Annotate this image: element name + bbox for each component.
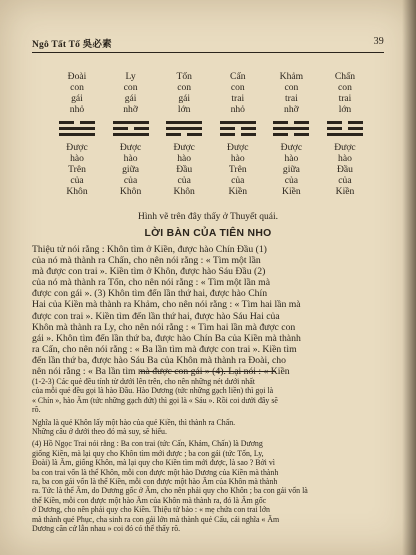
footnote-line: ra. Tức là thể Âm, do Dương gốc ở Âm, cho nên phải quy cho Khôn ; ba con gái vốn là xyxy=(32,486,308,496)
yang-line xyxy=(166,127,202,130)
trigram-symbol xyxy=(166,121,202,136)
trigram-symbol xyxy=(273,121,309,136)
trigram-label: hào xyxy=(284,153,299,164)
trigram-label: gái xyxy=(71,93,83,104)
yin-line xyxy=(327,127,363,130)
trigram-label: con xyxy=(284,82,299,93)
body-line: được con gái ». (3) Khôn tìm đến lần thứ hai, được hào Chín xyxy=(32,288,268,300)
trigram-column xyxy=(52,71,102,197)
body-line: được con trai ». Kiền tìm đến lần thứ hai, được hào Sáu Hai của xyxy=(32,310,280,322)
trigram-label: Kiền xyxy=(228,186,248,197)
trigram-label: Khôn xyxy=(66,186,88,197)
footnote-line: (1-2-3) Các quẻ đều tính từ dưới lên trên, cho nên những nét dưới nhất xyxy=(32,377,255,386)
trigram-label: con xyxy=(177,82,192,93)
body-line: gái ». Khôn tìm đến lần thứ ba, được hào Chín Ba của Kiền mà thành xyxy=(32,332,301,344)
trigram-label: Cấn xyxy=(230,71,246,82)
trigram-label: Khôn xyxy=(173,186,195,197)
trigram-label: con xyxy=(123,82,138,93)
page-edge-shadow xyxy=(402,0,416,555)
body-line: đến lần thứ ba, được hào Sáu Ba của Khôn mà thành ra Đoài, cho xyxy=(32,354,286,366)
body-line: của nó mà thành ra Chấn, cho nên nói rằng : « Tìm một lần xyxy=(32,255,261,267)
trigram-label: của xyxy=(338,175,352,186)
footnote-line: ba con trai vốn là thể Khôn, mỗi con được một hào Dương của Kiền mà thành xyxy=(32,467,279,477)
body-line: Khôn mà thành ra Ly, cho nên nói rằng : « Tìm hai lần mà được con xyxy=(32,321,296,333)
trigram-label: Trên xyxy=(228,164,247,175)
trigram-label: con xyxy=(230,82,245,93)
trigram-label: Được xyxy=(66,142,88,153)
trigram-column xyxy=(320,71,370,197)
yin-line xyxy=(273,133,309,136)
trigram-label: trai xyxy=(284,93,298,104)
body-line: Hai của Kiền mà thành ra Khảm, cho nên nói rằng : « Tìm hai lần mà xyxy=(32,299,301,311)
section-title: LỜI BÀN CỦA TIÊN NHO xyxy=(144,228,272,239)
trigram-label: của xyxy=(177,175,191,186)
trigram-symbol xyxy=(59,121,95,136)
footnote-line: của mỗi quẻ đều gọi là hào Đầu. Hào Dương (tức những gạch liền) thì gọi là xyxy=(32,386,274,396)
trigram-label: Ly xyxy=(125,71,136,82)
footnote-separator xyxy=(140,371,276,372)
trigram-label: gái xyxy=(178,93,191,104)
body-line: của nó mà thành ra Tốn, cho nên nói rằng : « Tìm một lần mà xyxy=(32,277,271,289)
yin-line xyxy=(220,133,256,136)
trigram-label: con xyxy=(70,82,84,93)
figure-caption: Hình vẽ trên đây thấy ở Thuyết quái. xyxy=(138,212,278,222)
trigram-label: nhỏ xyxy=(69,104,85,115)
trigram-label: hào xyxy=(123,153,138,164)
trigram-column xyxy=(106,71,156,197)
trigram-label: của xyxy=(284,175,299,186)
body-line: mà được con trai ». Kiền tìm ở Khôn, được hào Sáu Đầu (2) xyxy=(32,266,266,278)
trigram-label: con xyxy=(338,82,352,93)
yin-line xyxy=(113,127,149,130)
trigram-label: Được xyxy=(119,142,142,153)
trigram-label: hào xyxy=(70,153,84,164)
footnote-line: ra, ba con gái vốn là thể Kiền, mỗi con được một hào Âm của Khôn mà thành xyxy=(32,477,278,487)
trigram-label: nhỡ xyxy=(123,104,138,115)
body-text xyxy=(32,244,384,377)
body-line: Thiệu tử nói rằng : Khôn tìm ở Kiền, được hào Chín Đầu (1) xyxy=(32,244,267,255)
trigram-symbol xyxy=(220,121,256,136)
trigram-label: trai xyxy=(338,93,352,104)
trigram-column xyxy=(213,71,263,197)
page-number: 39 xyxy=(373,36,384,47)
trigram-symbol xyxy=(113,121,149,136)
trigram-symbol xyxy=(327,121,363,136)
trigram-column xyxy=(159,71,209,197)
trigram-label: hào xyxy=(338,153,352,164)
footnotes xyxy=(32,377,384,534)
yin-line xyxy=(59,121,95,124)
yin-line xyxy=(166,133,202,136)
yang-line xyxy=(59,133,95,136)
trigram-label: hào xyxy=(230,153,245,164)
running-header xyxy=(32,36,384,50)
footnote-line: ở Dương, cho nên phải quy cho Kiền. Thiệu tử bảo : « mẹ chứa con trai lớn xyxy=(32,505,270,515)
trigram-label: Trên xyxy=(68,164,86,175)
trigram-label: Được xyxy=(280,142,303,153)
trigram-label: của xyxy=(231,175,245,186)
trigram-column xyxy=(266,71,316,197)
trigram-label: giữa xyxy=(122,164,140,175)
trigram-label: nhỏ xyxy=(230,104,245,115)
trigram-label: Khôn xyxy=(119,186,142,197)
yang-line xyxy=(273,127,309,130)
yang-line xyxy=(166,121,202,124)
footnote-line: Đoài) là Âm, giống Khôn, mà lại quy cho Kiền tìm mới được, là sao ? Bởi vì xyxy=(32,458,275,468)
trigram-label: gái xyxy=(124,93,137,104)
trigram-label: Được xyxy=(173,142,195,153)
yin-line xyxy=(327,121,363,124)
trigram-label: hào xyxy=(177,153,192,164)
footnote-line: « Chín », hào Âm (tức những gạch đứt) thì gọi là « Sáu ». Rồi coi dưới đây sẽ xyxy=(32,395,278,405)
footnote-line: giống Kiền, mà lại quy cho Khôn tìm mới được ; ba con gái (tức Tốn, Ly, xyxy=(32,448,264,458)
yang-line xyxy=(327,133,363,136)
trigram-label: lớn xyxy=(177,104,191,115)
trigram-label: Đoài xyxy=(67,71,87,82)
yang-line xyxy=(220,121,256,124)
footnote-line: Những câu ở dưới theo đó mà suy, sẽ hiểu. xyxy=(32,427,167,437)
trigram-label: lớn xyxy=(338,104,352,115)
footnote-line: thể Kiền, mỗi con được một hào Âm của Khôn mà thành ra, đó là Âm gốc xyxy=(32,495,267,505)
yin-line xyxy=(273,121,309,124)
trigram-label: Chấn xyxy=(334,71,356,82)
footnote-line: (4) Hồ Ngọc Trai nói rằng : Ba con trai (tức Cấn, Khảm, Chấn) là Dương xyxy=(32,439,263,449)
trigram-label: Tốn xyxy=(176,71,192,82)
body-line: nên nói rằng : « Ba lần tìm mà được con gái » (4). Lại nói : « Kiền xyxy=(32,366,290,378)
trigram-table xyxy=(52,71,370,197)
trigram-label: Kiền xyxy=(335,186,355,197)
yang-line xyxy=(113,133,149,136)
footnote-line: Dương căn cứ lẫn nhau » coi đó có thể thấy rõ. xyxy=(32,524,181,534)
yin-line xyxy=(220,127,256,130)
body-line: ra Cấn, cho nên nói rằng : « Ba lần tìm mà được con trai ». Kiền tìm xyxy=(32,343,297,355)
footnote-line: rõ. xyxy=(32,405,41,415)
trigram-label: Được xyxy=(334,142,356,153)
trigram-label: của xyxy=(70,175,84,186)
footnote-line: mà thành quẻ Phục, cha sinh ra con gái lớn mà thành quẻ Cấu, cái nghĩa « Âm xyxy=(32,514,280,524)
trigram-label: Đầu xyxy=(176,164,193,175)
trigram-label: trai xyxy=(231,93,245,104)
yang-line xyxy=(59,127,95,130)
header-rule xyxy=(32,52,384,53)
trigram-label: Đầu xyxy=(336,164,353,175)
header-title: Ngô Tất Tố 吳必素 xyxy=(32,40,112,50)
footnote-line: Nghĩa là quẻ Khôn lấy một hào của quẻ Kiền, thì thành ra Chấn. xyxy=(32,417,236,427)
trigram-label: Được xyxy=(227,142,249,153)
trigram-label: nhỡ xyxy=(284,104,299,115)
trigram-label: Kiền xyxy=(282,186,301,197)
trigram-label: của xyxy=(123,175,138,186)
yang-line xyxy=(113,121,149,124)
trigram-label: Khảm xyxy=(279,71,304,82)
trigram-label: giữa xyxy=(282,164,300,175)
